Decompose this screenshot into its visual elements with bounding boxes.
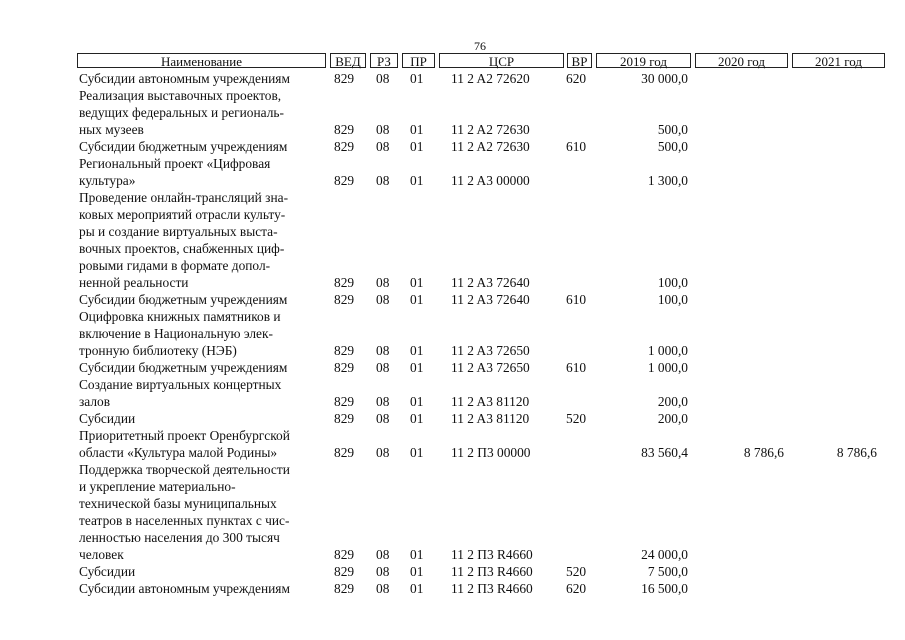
cell-name: Субсидии бюджетным учреждениям <box>79 292 288 307</box>
cell-pr: 01 <box>410 394 424 409</box>
cell-pr: 01 <box>410 547 424 562</box>
cell-rz: 08 <box>376 343 390 358</box>
cell-csr: 11 2 A3 00000 <box>451 173 530 188</box>
table-row <box>0 563 905 580</box>
cell-csr: 11 2 A3 72650 <box>451 360 530 375</box>
cell-ved: 829 <box>334 547 355 562</box>
cell-ved: 829 <box>334 71 355 86</box>
cell-name: ры и создание виртуальных выста- <box>79 224 278 239</box>
cell-ved: 829 <box>334 343 355 358</box>
cell-name: и укрепление материально- <box>79 479 236 494</box>
cell-rz: 08 <box>376 411 390 426</box>
cell-name: Создание виртуальных концертных <box>79 377 282 392</box>
table-body <box>0 70 905 597</box>
cell-name: ведущих федеральных и региональ- <box>79 105 284 120</box>
cell-ved: 829 <box>334 564 355 579</box>
cell-name: ненной реальности <box>79 275 189 290</box>
cell-csr: 11 2 A3 81120 <box>451 394 530 409</box>
cell-name: ровыми гидами в формате допол- <box>79 258 271 273</box>
cell-rz: 08 <box>376 292 390 307</box>
table-row <box>0 189 905 206</box>
cell-csr: 11 2 П3 R4660 <box>451 564 533 579</box>
table-row <box>0 512 905 529</box>
cell-rz: 08 <box>376 139 390 154</box>
table-row <box>0 155 905 172</box>
cell-name: культура» <box>79 173 136 188</box>
cell-name: технической базы муниципальных <box>79 496 277 511</box>
table-row <box>0 478 905 495</box>
cell-csr: 11 2 П3 00000 <box>451 445 531 460</box>
cell-csr: 11 2 A3 81120 <box>451 411 530 426</box>
cell-rz: 08 <box>376 581 390 596</box>
cell-2019: 500,0 <box>657 122 688 137</box>
table-row <box>0 342 905 359</box>
table-row <box>0 70 905 87</box>
header-name: Наименование <box>77 53 326 68</box>
cell-2019: 500,0 <box>657 139 688 154</box>
cell-2020: 8 786,6 <box>743 445 784 460</box>
cell-pr: 01 <box>410 360 424 375</box>
table-row <box>0 393 905 410</box>
table-row <box>0 495 905 512</box>
table-row <box>0 580 905 597</box>
cell-name: Субсидии автономным учреждениям <box>79 581 290 596</box>
cell-ved: 829 <box>334 275 355 290</box>
cell-pr: 01 <box>410 292 424 307</box>
cell-name: Субсидии бюджетным учреждениям <box>79 360 288 375</box>
cell-name: театров в населенных пунктах с чис- <box>79 513 290 528</box>
cell-pr: 01 <box>410 581 424 596</box>
cell-name: области «Культура малой Родины» <box>79 445 278 460</box>
cell-ved: 829 <box>334 173 355 188</box>
table-row <box>0 274 905 291</box>
cell-2019: 1 000,0 <box>647 360 688 375</box>
cell-2019: 30 000,0 <box>641 71 688 86</box>
table-row <box>0 87 905 104</box>
header-2021: 2021 год <box>792 53 885 68</box>
cell-name: вочных проектов, снабженных циф- <box>79 241 285 256</box>
cell-pr: 01 <box>410 564 424 579</box>
cell-name: залов <box>79 394 111 409</box>
table-row <box>0 104 905 121</box>
cell-2019: 83 560,4 <box>641 445 688 460</box>
cell-2019: 100,0 <box>657 292 688 307</box>
cell-ved: 829 <box>334 139 355 154</box>
cell-name: человек <box>79 547 124 562</box>
cell-csr: 11 2 П3 R4660 <box>451 581 533 596</box>
cell-ved: 829 <box>334 445 355 460</box>
table-row <box>0 427 905 444</box>
cell-rz: 08 <box>376 275 390 290</box>
cell-name: Реализация выставочных проектов, <box>79 88 282 103</box>
table-row <box>0 172 905 189</box>
table-row <box>0 223 905 240</box>
cell-name: Проведение онлайн-трансляций зна- <box>79 190 289 205</box>
table-row <box>0 291 905 308</box>
cell-rz: 08 <box>376 71 390 86</box>
cell-name: Поддержка творческой деятельности <box>79 462 290 477</box>
cell-2019: 100,0 <box>657 275 688 290</box>
table-row <box>0 257 905 274</box>
cell-2019: 7 500,0 <box>647 564 688 579</box>
cell-ved: 829 <box>334 292 355 307</box>
table-row <box>0 325 905 342</box>
cell-name: ковых мероприятий отрасли культу- <box>79 207 286 222</box>
header-csr: ЦСР <box>439 53 564 68</box>
cell-csr: 11 2 A2 72630 <box>451 122 530 137</box>
cell-rz: 08 <box>376 394 390 409</box>
cell-vr: 520 <box>566 411 587 426</box>
cell-rz: 08 <box>376 173 390 188</box>
header-vr: ВР <box>567 53 592 68</box>
cell-csr: 11 2 П3 R4660 <box>451 547 533 562</box>
cell-csr: 11 2 A2 72630 <box>451 139 530 154</box>
cell-name: Субсидии <box>79 564 136 579</box>
cell-pr: 01 <box>410 139 424 154</box>
cell-2019: 200,0 <box>657 394 688 409</box>
table-row <box>0 240 905 257</box>
cell-pr: 01 <box>410 445 424 460</box>
cell-csr: 11 2 A3 72640 <box>451 292 530 307</box>
table-row <box>0 461 905 478</box>
cell-2019: 16 500,0 <box>641 581 688 596</box>
table-row <box>0 546 905 563</box>
cell-2019: 200,0 <box>657 411 688 426</box>
cell-vr: 620 <box>566 581 587 596</box>
cell-rz: 08 <box>376 122 390 137</box>
cell-vr: 620 <box>566 71 587 86</box>
cell-name: Субсидии автономным учреждениям <box>79 71 290 86</box>
header-2019: 2019 год <box>596 53 691 68</box>
cell-ved: 829 <box>334 581 355 596</box>
header-2020: 2020 год <box>695 53 788 68</box>
cell-rz: 08 <box>376 445 390 460</box>
cell-rz: 08 <box>376 547 390 562</box>
cell-ved: 829 <box>334 122 355 137</box>
cell-name: тронную библиотеку (НЭБ) <box>79 343 237 358</box>
cell-2019: 24 000,0 <box>641 547 688 562</box>
cell-ved: 829 <box>334 360 355 375</box>
cell-2021: 8 786,6 <box>836 445 877 460</box>
cell-rz: 08 <box>376 564 390 579</box>
table-row <box>0 410 905 427</box>
cell-2019: 1 300,0 <box>647 173 688 188</box>
cell-ved: 829 <box>334 394 355 409</box>
cell-name: ных музеев <box>79 122 144 137</box>
table-row <box>0 138 905 155</box>
header-pr: ПР <box>402 53 435 68</box>
header-rz: РЗ <box>370 53 398 68</box>
table-row <box>0 206 905 223</box>
cell-name: Приоритетный проект Оренбургской <box>79 428 290 443</box>
cell-csr: 11 2 A3 72640 <box>451 275 530 290</box>
table-row <box>0 376 905 393</box>
cell-pr: 01 <box>410 343 424 358</box>
cell-ved: 829 <box>334 411 355 426</box>
cell-pr: 01 <box>410 122 424 137</box>
cell-vr: 610 <box>566 360 587 375</box>
cell-name: Оцифровка книжных памятников и <box>79 309 281 324</box>
cell-csr: 11 2 A2 72620 <box>451 71 530 86</box>
cell-pr: 01 <box>410 173 424 188</box>
cell-name: Субсидии бюджетным учреждениям <box>79 139 288 154</box>
table-row <box>0 308 905 325</box>
cell-name: включение в Национальную элек- <box>79 326 273 341</box>
table-row <box>0 121 905 138</box>
table-row <box>0 444 905 461</box>
table-row <box>0 359 905 376</box>
cell-vr: 610 <box>566 139 587 154</box>
page-number: 76 <box>474 39 486 53</box>
cell-csr: 11 2 A3 72650 <box>451 343 530 358</box>
cell-pr: 01 <box>410 411 424 426</box>
table-row <box>0 529 905 546</box>
cell-vr: 610 <box>566 292 587 307</box>
cell-rz: 08 <box>376 360 390 375</box>
cell-pr: 01 <box>410 71 424 86</box>
cell-name: Субсидии <box>79 411 136 426</box>
cell-name: ленностью населения до 300 тысяч <box>79 530 280 545</box>
cell-pr: 01 <box>410 275 424 290</box>
header-ved: ВЕД <box>330 53 366 68</box>
cell-name: Региональный проект «Цифровая <box>79 156 271 171</box>
cell-2019: 1 000,0 <box>647 343 688 358</box>
cell-vr: 520 <box>566 564 587 579</box>
